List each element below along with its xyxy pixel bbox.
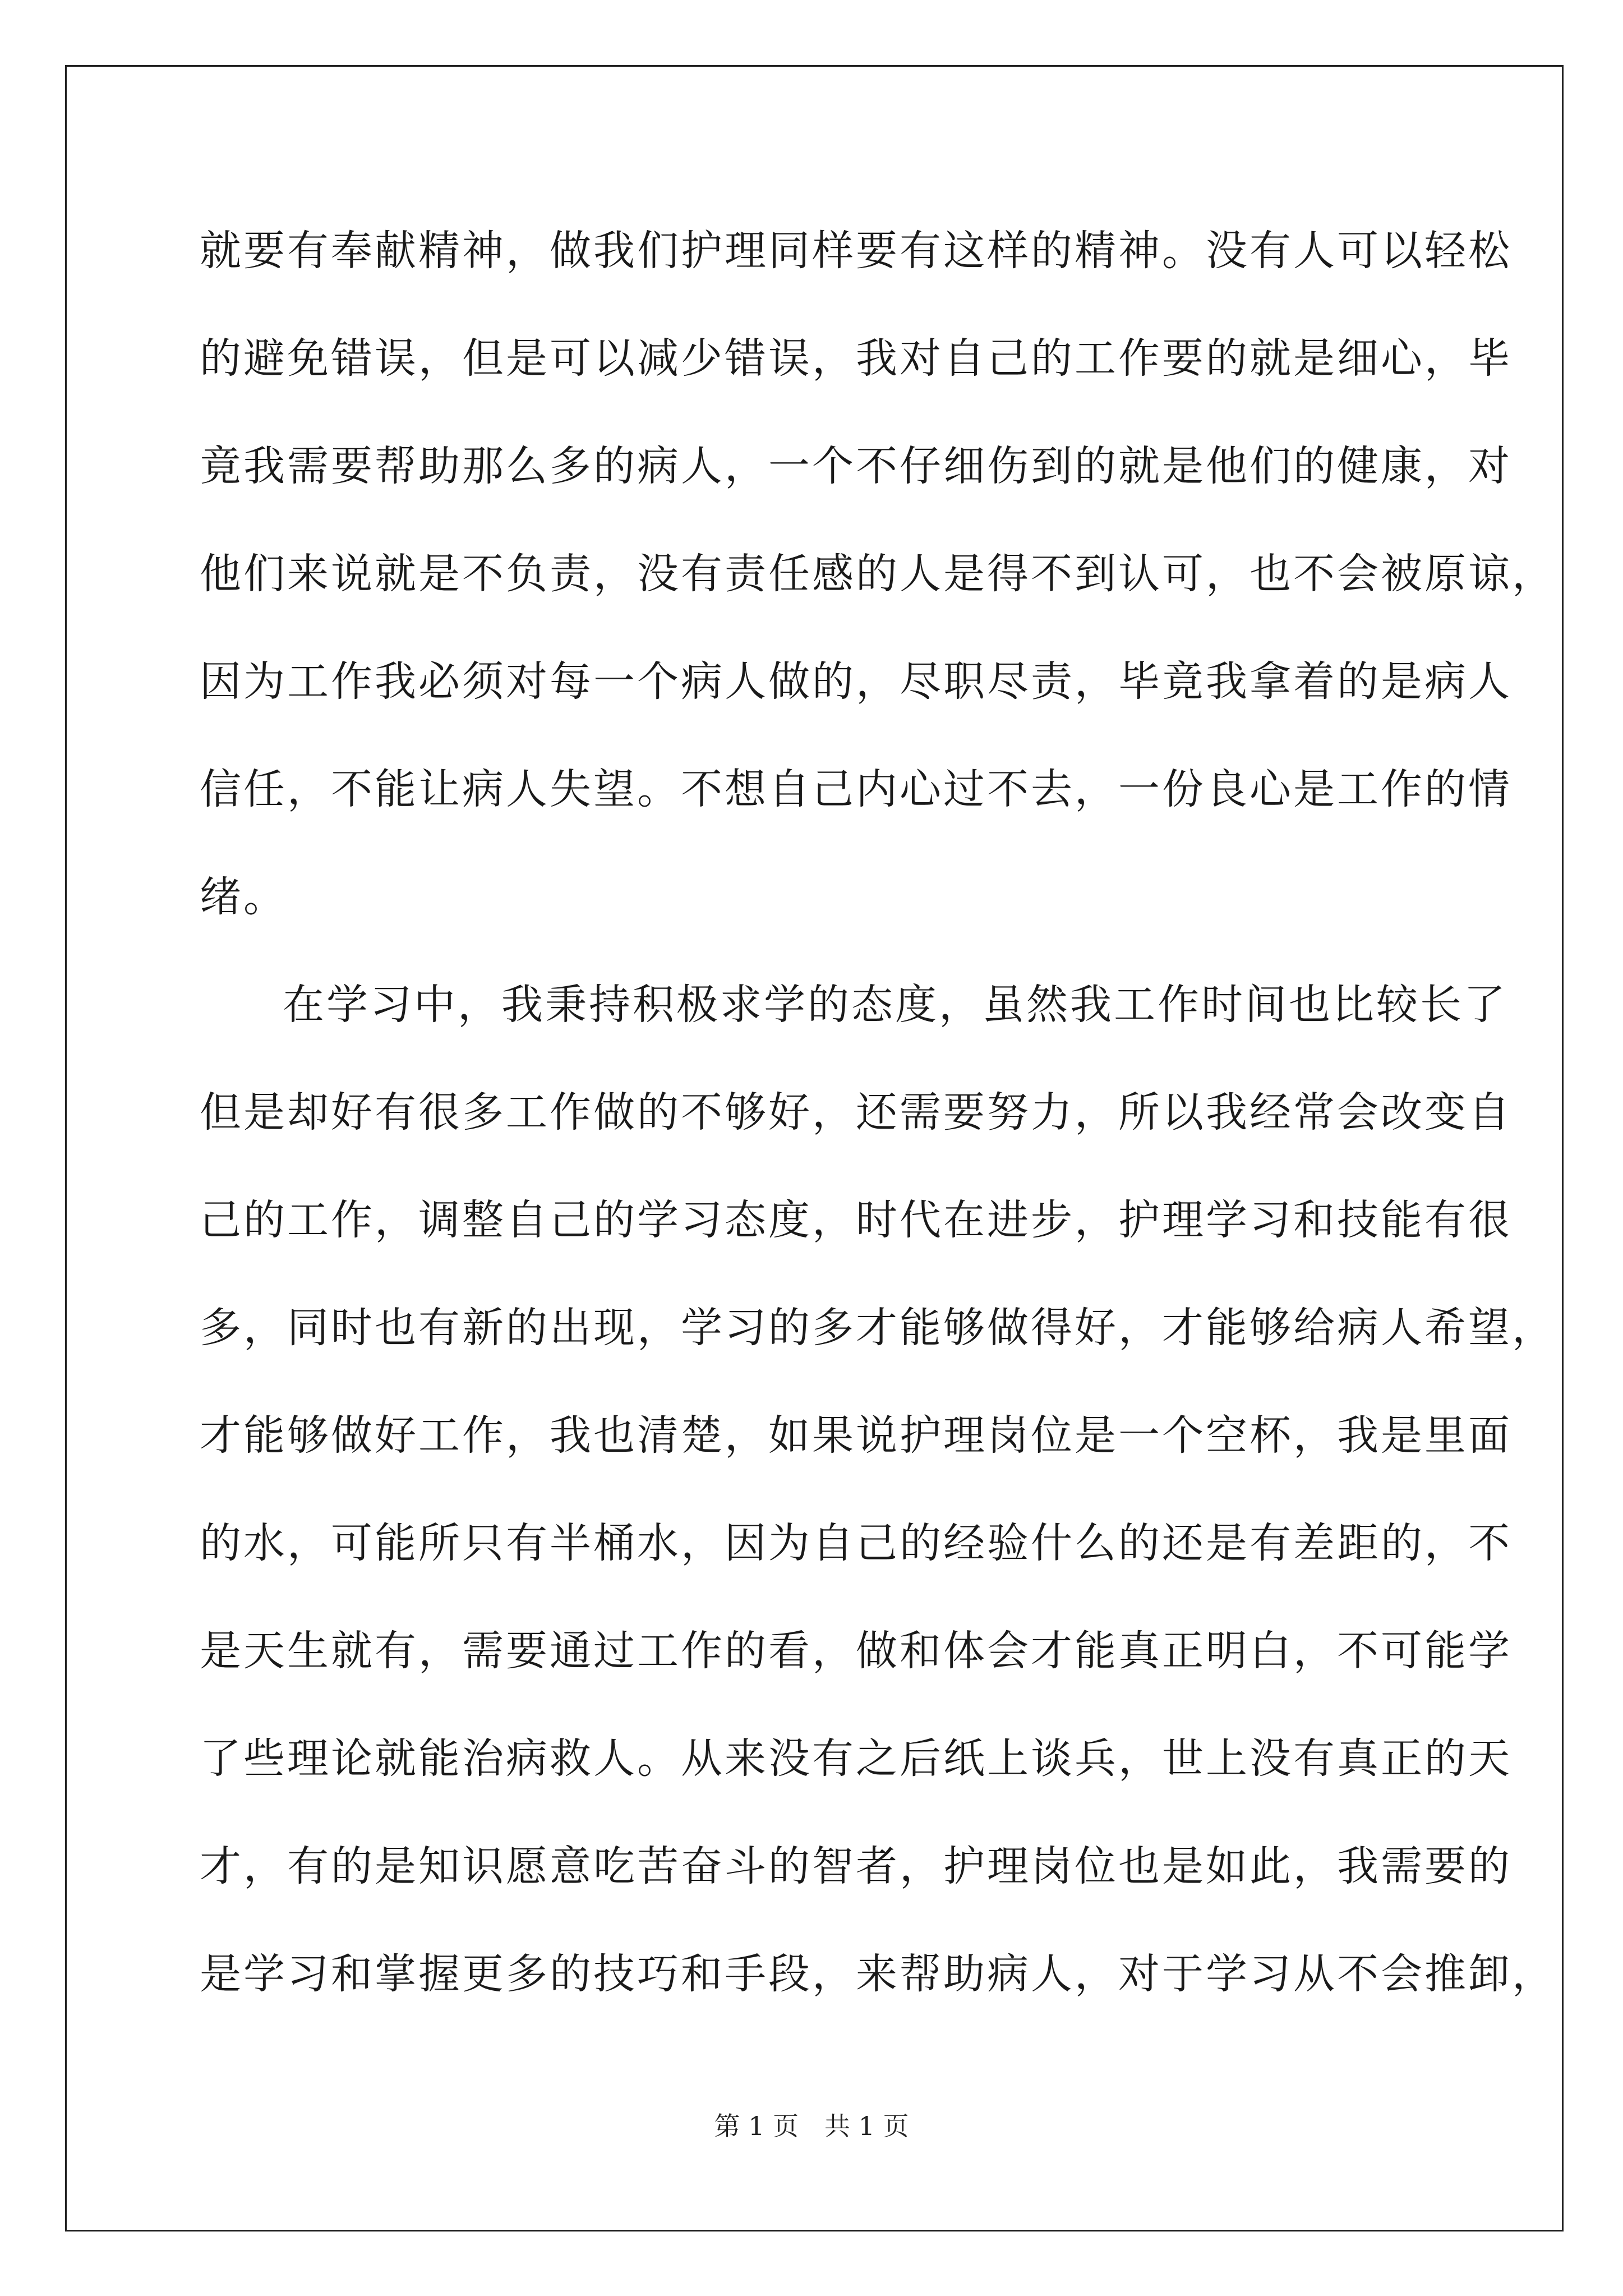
text-line: 才，有的是知识愿意吃苦奋斗的智者，护理岗位也是如此，我需要的 xyxy=(200,1842,1512,1890)
text-line: 绪。 xyxy=(200,873,287,921)
text-line: 的避免错误，但是可以减少错误，我对自己的工作要的就是细心，毕 xyxy=(200,334,1512,383)
text-line: 己的工作，调整自己的学习态度，时代在进步，护理学习和技能有很 xyxy=(200,1196,1512,1244)
text-line: 但是却好有很多工作做的不够好，还需要努力，所以我经常会改变自 xyxy=(200,1088,1512,1137)
paragraph-first-line: 在学习中，我秉持积极求学的态度，虽然我工作时间也比较长了 xyxy=(283,981,1507,1029)
text-line: 竟我需要帮助那么多的病人，一个不仔细伤到的就是他们的健康，对 xyxy=(200,442,1512,490)
text-line: 的水，可能所只有半桶水，因为自己的经验什么的还是有差距的，不 xyxy=(200,1519,1512,1567)
text-line: 是天生就有，需要通过工作的看，做和体会才能真正明白，不可能学 xyxy=(200,1627,1512,1675)
text-line: 才能够做好工作，我也清楚，如果说护理岗位是一个空杯，我是里面 xyxy=(200,1411,1512,1460)
document-body xyxy=(200,220,1556,2051)
text-line: 就要有奉献精神，做我们护理同样要有这样的精神。没有人可以轻松 xyxy=(200,227,1512,275)
text-line: 了些理论就能治病救人。从来没有之后纸上谈兵，世上没有真正的天 xyxy=(200,1734,1512,1783)
page-number-footer: 第 1 页 共 1 页 xyxy=(714,2111,909,2141)
text-line: 他们来说就是不负责，没有责任感的人是得不到认可，也不会被原谅， xyxy=(200,550,1556,598)
text-line: 多，同时也有新的出现，学习的多才能够做得好，才能够给病人希望， xyxy=(200,1304,1556,1352)
text-line: 是学习和掌握更多的技巧和手段，来帮助病人，对于学习从不会推卸， xyxy=(200,1950,1556,1998)
text-line: 因为工作我必须对每一个病人做的，尽职尽责，毕竟我拿着的是病人 xyxy=(200,657,1512,706)
text-line: 信任，不能让病人失望。不想自己内心过不去，一份良心是工作的情 xyxy=(200,765,1512,813)
